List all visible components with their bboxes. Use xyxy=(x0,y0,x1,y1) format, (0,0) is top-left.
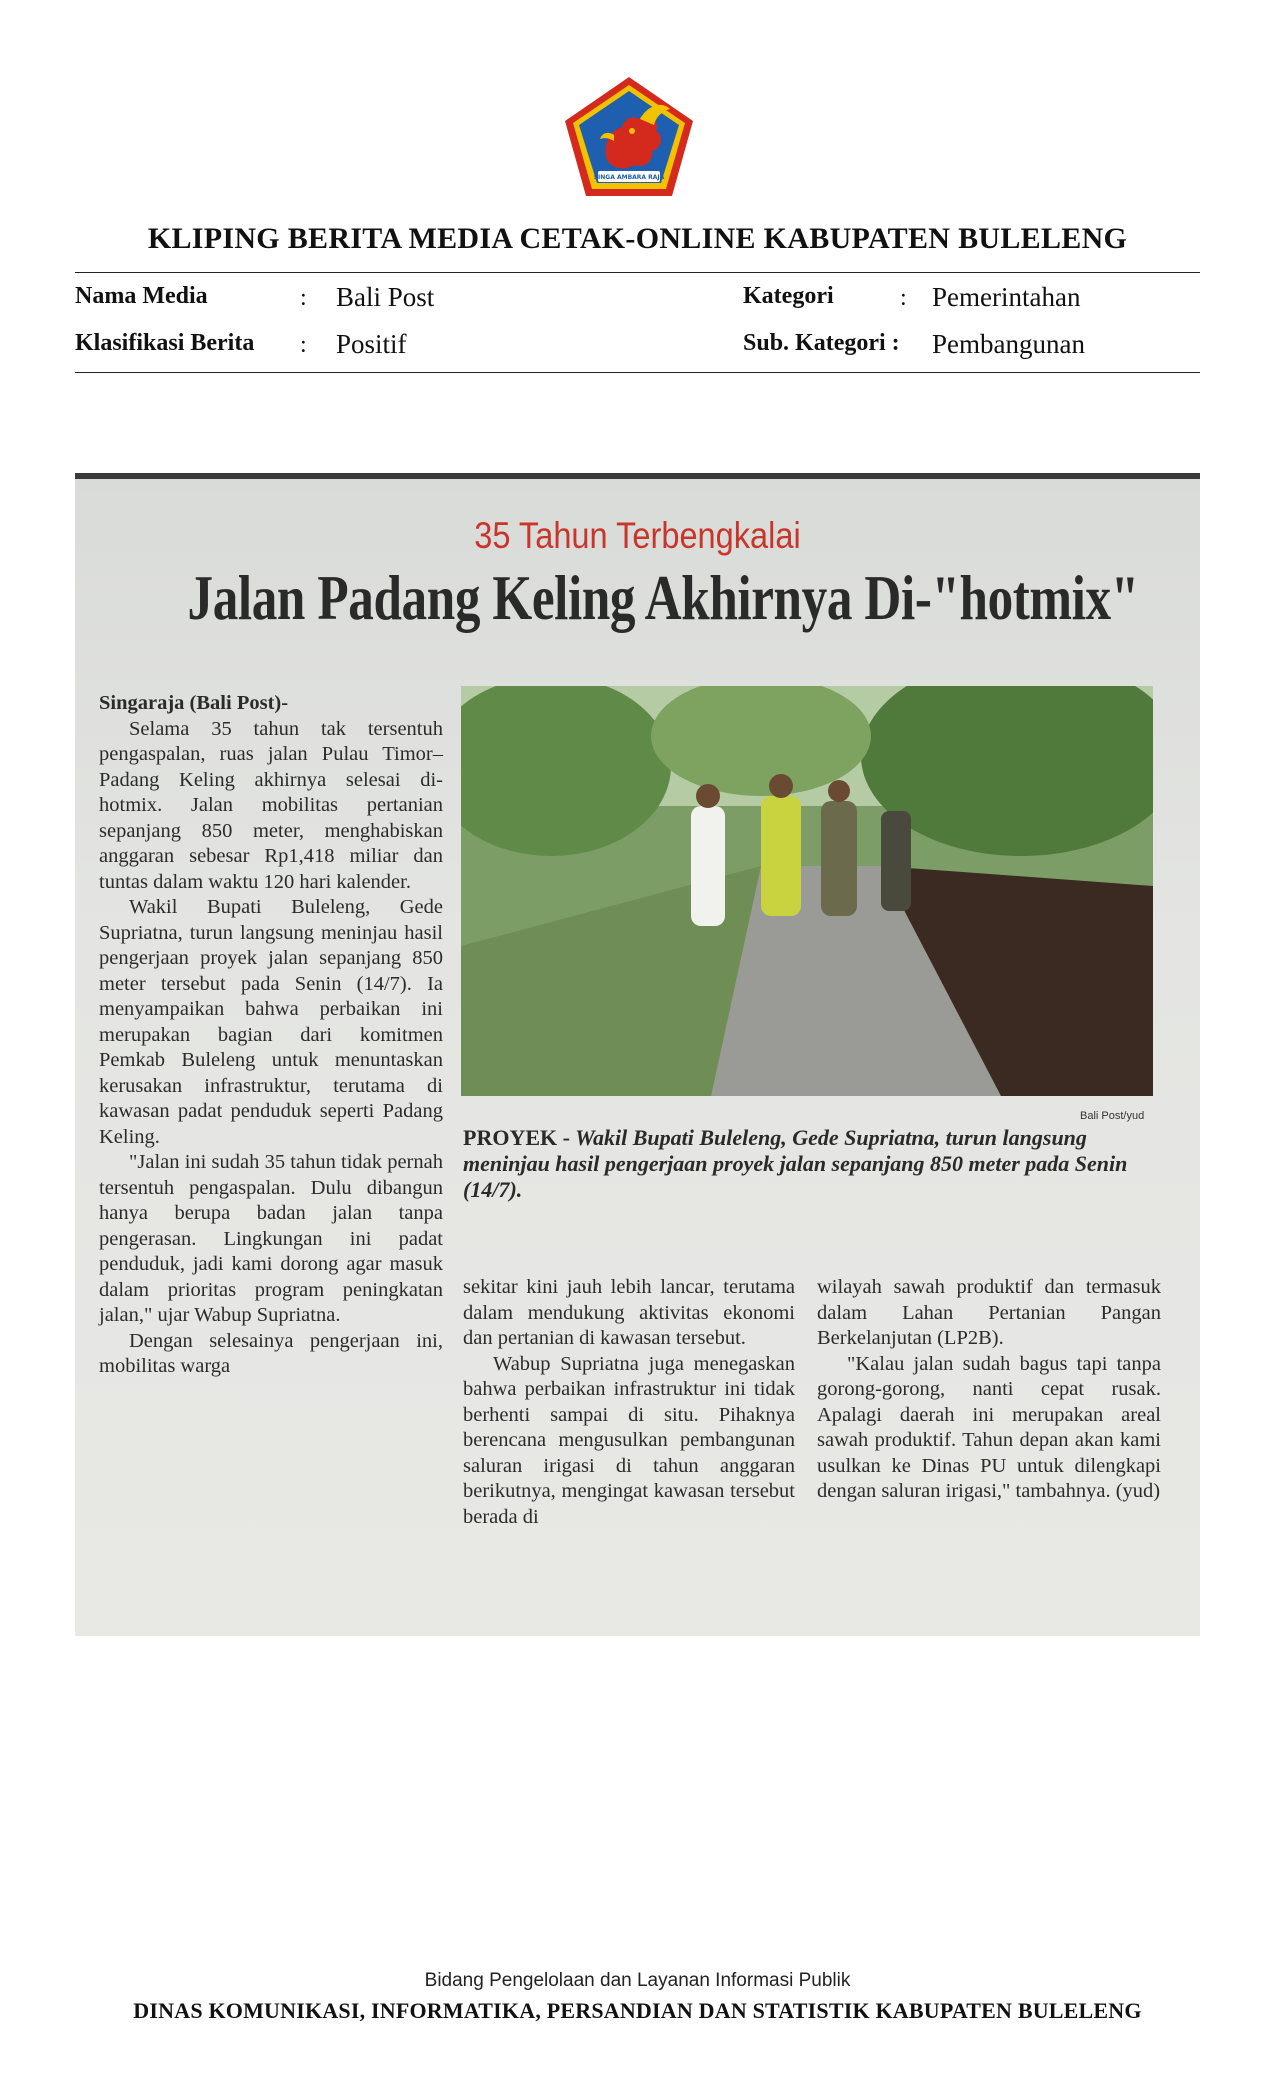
caption-head: PROYEK - xyxy=(463,1125,570,1150)
newspaper-clipping xyxy=(75,473,1200,1636)
article-column-3 xyxy=(817,1275,1161,1505)
kategori-colon: : xyxy=(900,285,907,311)
logo-motto: SINGA AMBARA RAJA xyxy=(593,174,665,181)
kategori-value: Pemerintahan xyxy=(932,282,1081,312)
article-column-1 xyxy=(99,691,443,1380)
klasifikasi-value: Positif xyxy=(336,329,407,359)
footer-division: Bidang Pengelolaan dan Layanan Informasi Publik xyxy=(424,1970,851,1991)
media-label: Nama Media xyxy=(75,283,208,309)
header-rule-top xyxy=(75,272,1200,273)
article-paragraph: Selama 35 tahun tak tersentuh pengaspalan, ruas jalan Pulau Timor–Padang Keling akhirnya selesai di-hotmix. Jalan mobilitas pertanian sepanjang 850 meter, menghabiskan anggaran sebesar Rp1,418 miliar dan tuntas dalam waktu 120 hari kalender. xyxy=(99,717,443,893)
klasifikasi-label: Klasifikasi Berita xyxy=(75,330,255,356)
caption-body: Wakil Bupati Buleleng, Gede Supriatna, turun langsung meninjau hasil pengerjaan proyek jalan sepanjang 850 meter pada Senin (14/7). xyxy=(463,1125,1128,1202)
document-title: KLIPING BERITA MEDIA CETAK-ONLINE KABUPATEN BULELENG xyxy=(147,222,1128,255)
klasifikasi-colon: : xyxy=(300,332,307,358)
article-paragraph: wilayah sawah produktif dan termasuk dalam Lahan Pertanian Pangan Berkelanjutan (LP2B). xyxy=(817,1276,1161,1349)
clipping-edge xyxy=(75,473,1200,479)
footer-agency: DINAS KOMUNIKASI, INFORMATIKA, PERSANDIAN DAN STATISTIK KABUPATEN BULELENG xyxy=(133,1998,1142,2023)
media-colon: : xyxy=(300,285,307,311)
article-headline: Jalan Padang Keling Akhirnya Di-"hotmix" xyxy=(187,562,1139,633)
kategori-label: Kategori xyxy=(743,283,834,309)
article-dateline: Singaraja (Bali Post)- xyxy=(99,692,289,714)
article-paragraph: Wabup Supriatna juga menegaskan bahwa perbaikan infrastruktur ini tidak berhenti sampai di situ. Pihaknya berencana mengusulkan pembangunan saluran irigasi di tahun anggaran berikutnya, mengingat kawasan tersebut berada di xyxy=(463,1352,795,1528)
subkategori-value: Pembangunan xyxy=(932,329,1085,359)
article-paragraph: "Jalan ini sudah 35 tahun tidak pernah tersentuh pengaspalan. Dulu dibangun hanya berupa badan jalan tanpa pengerasan. Lingkungan ini padat penduduk, jadi kami dorong agar masuk dalam prioritas program peningkatan jalan," ujar Wabup Supriatna. xyxy=(99,1151,443,1326)
article-paragraph: Wakil Bupati Buleleng, Gede Supriatna, turun langsung meninjau hasil pengerjaan proyek jalan sepanjang 850 meter tersebut pada Senin (14/7). Ia menyampaikan bahwa perbaikan ini merupakan bagian dari komitmen Pemkab Buleleng untuk menuntaskan kerusakan infrastruktur, terutama di kawasan padat penduduk seperti Padang Keling. xyxy=(99,896,443,1148)
header-rule-bottom xyxy=(75,372,1200,373)
article-kicker: 35 Tahun Terbengkalai xyxy=(474,515,801,556)
article-paragraph: Dengan selesainya pengerjaan ini, mobilitas warga xyxy=(99,1329,443,1377)
article-photo xyxy=(461,686,1153,1096)
article-paragraph: "Kalau jalan sudah bagus tapi tanpa gorong-gorong, nanti cepat rusak. Apalagi daerah ini merupakan areal sawah produktif. Tahun depan akan kami usulkan ke Dinas PU untuk dilengkapi dengan saluran irigasi," tambahnya. (yud) xyxy=(817,1352,1161,1502)
media-value: Bali Post xyxy=(336,282,435,312)
buleleng-logo xyxy=(562,75,696,199)
article-paragraph: sekitar kini jauh lebih lancar, terutama dalam mendukung aktivitas ekonomi dan pertanian di kawasan tersebut. xyxy=(463,1276,795,1349)
article-column-2 xyxy=(463,1275,795,1530)
photo-credit: Bali Post/yud xyxy=(1080,1110,1145,1122)
photo-scene xyxy=(461,686,1153,1096)
photo-caption xyxy=(463,1125,1157,1203)
subkategori-label: Sub. Kategori : xyxy=(743,330,900,356)
